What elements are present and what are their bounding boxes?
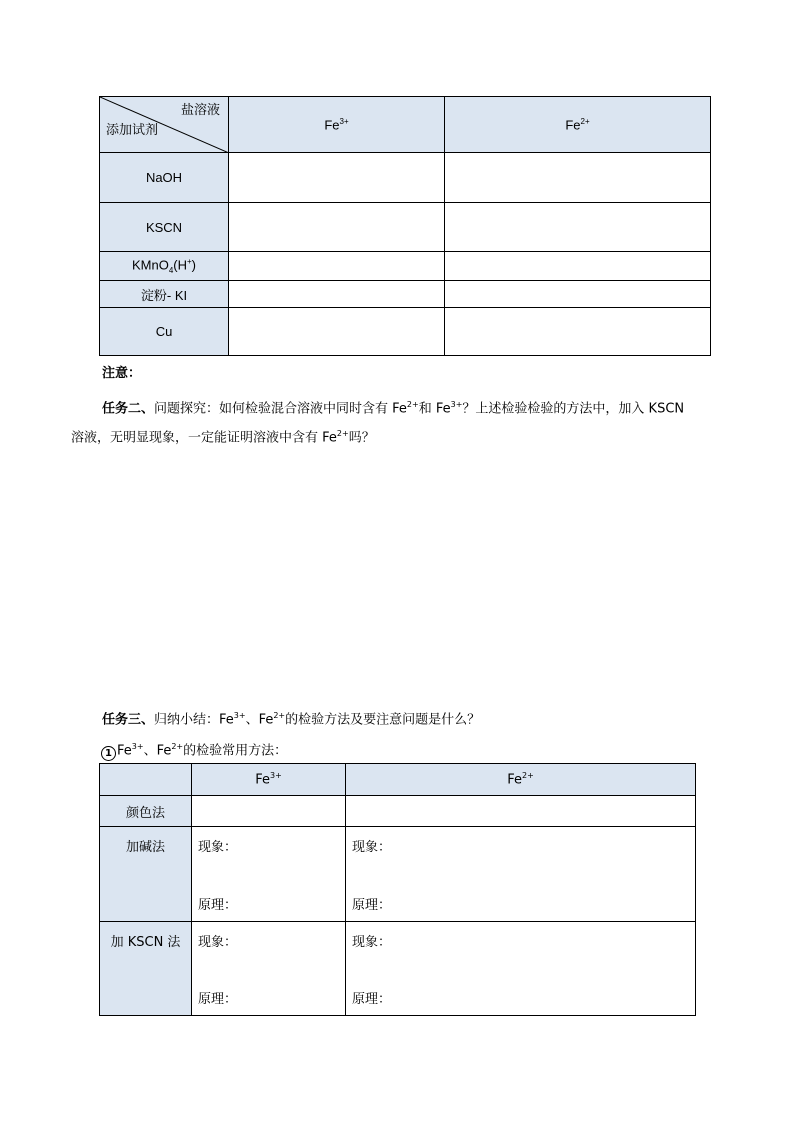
cell-kmno4-fe2[interactable] (445, 252, 711, 281)
note-label: 注意： (102, 366, 142, 381)
methods-header-fe3: $Fe^{3+}$ (192, 764, 346, 796)
cell-color-fe3[interactable] (192, 796, 346, 827)
row-label-naoh: NaOH (100, 153, 229, 203)
cell-kscn-method-fe3[interactable] (192, 922, 346, 1016)
phenomenon-label: 现象： (352, 840, 392, 855)
methods-header-blank (100, 764, 192, 796)
task2-label: 任务二、 (102, 401, 155, 417)
cell-cu-fe2[interactable] (445, 308, 711, 356)
principle-label: 原理： (352, 898, 392, 913)
task3-label: 任务三、 (102, 712, 155, 728)
cell-kscn-fe3[interactable] (229, 203, 445, 252)
methods-header-fe2: $Fe^{2+}$ (346, 764, 696, 796)
task2-line1: 任务二、问题探究：如何检验混合溶液中同时含有 $Fe^{2+}$和 $Fe^{3+}$？上述检验检验的方法中，加入 KSCN (102, 400, 685, 417)
cell-color-fe2[interactable] (346, 796, 696, 827)
cell-cu-fe3[interactable] (229, 308, 445, 356)
circled-number: 1 (101, 746, 116, 761)
header-fe2: $Fe^{2+}$ (445, 97, 711, 153)
row-label-cu: Cu (100, 308, 229, 356)
header-fe3: $Fe^{3+}$ (229, 97, 445, 153)
task2-line2: 溶液，无明显现象，一定能证明溶液中含有 $Fe^{2+}$吗？ (71, 429, 375, 446)
cell-naoh-fe2[interactable] (445, 153, 711, 203)
row-label-base-method: 加碱法 (100, 827, 192, 922)
cell-starch-ki-fe2[interactable] (445, 281, 711, 308)
cell-base-fe3[interactable] (192, 827, 346, 922)
row-label-starch-ki: 淀粉- KI (100, 281, 229, 308)
row-label-kmno4: KMnO$_4$(H+) (100, 252, 229, 281)
phenomenon-label: 现象： (198, 935, 238, 950)
cell-starch-ki-fe3[interactable] (229, 281, 445, 308)
methods-table (99, 763, 696, 1016)
principle-label: 原理： (352, 992, 392, 1007)
header-added-reagent: 添加试剂 (106, 123, 159, 138)
principle-label: 原理： (198, 992, 238, 1007)
cell-kscn-fe2[interactable] (445, 203, 711, 252)
cell-kmno4-fe3[interactable] (229, 252, 445, 281)
cell-kscn-method-fe2[interactable] (346, 922, 696, 1016)
reagent-table (99, 96, 711, 356)
header-salt-solution: 盐溶液 (180, 103, 220, 118)
principle-label: 原理： (198, 898, 238, 913)
diagonal-header-cell (100, 97, 229, 153)
row-label-kscn-method: 加 KSCN 法 (100, 922, 192, 1016)
method-heading: 1 $Fe^{3+}$、$Fe^{2+}$的检验常用方法： (101, 737, 287, 761)
phenomenon-label: 现象： (198, 840, 238, 855)
row-label-kscn: KSCN (100, 203, 229, 252)
task3-line: 任务三、归纳小结：$Fe^{3+}$、$Fe^{2+}$的检验方法及要注意问题是什么？ (102, 711, 481, 728)
cell-base-fe2[interactable] (346, 827, 696, 922)
row-label-color-method: 颜色法 (100, 796, 192, 827)
cell-naoh-fe3[interactable] (229, 153, 445, 203)
phenomenon-label: 现象： (352, 935, 392, 950)
